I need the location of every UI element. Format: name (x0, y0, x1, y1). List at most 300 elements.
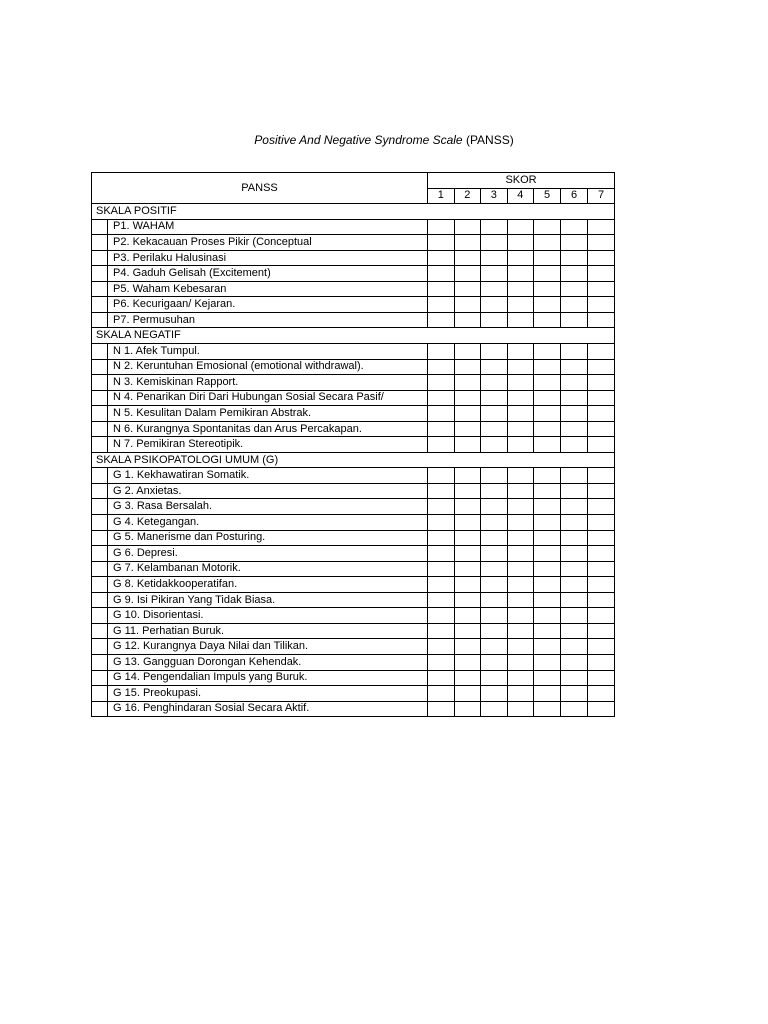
score-cell[interactable] (481, 406, 508, 422)
score-cell[interactable] (428, 297, 455, 313)
score-cell[interactable] (481, 281, 508, 297)
score-cell[interactable] (454, 344, 481, 360)
score-cell[interactable] (454, 654, 481, 670)
score-cell[interactable] (507, 701, 534, 717)
score-cell[interactable] (428, 390, 455, 406)
score-col-6: 6 (561, 188, 588, 204)
score-cell[interactable] (534, 219, 561, 235)
score-cell[interactable] (561, 437, 588, 453)
indent-cell (92, 344, 108, 360)
score-cell[interactable] (507, 235, 534, 251)
score-cell[interactable] (454, 359, 481, 375)
score-cell[interactable] (588, 375, 615, 391)
score-cell[interactable] (561, 561, 588, 577)
score-cell[interactable] (588, 654, 615, 670)
score-cell[interactable] (588, 530, 615, 546)
score-cell[interactable] (561, 250, 588, 266)
score-cell[interactable] (534, 406, 561, 422)
item-label: P3. Perilaku Halusinasi (108, 250, 428, 266)
score-cell[interactable] (428, 266, 455, 282)
score-cell[interactable] (428, 483, 455, 499)
score-cell[interactable] (481, 561, 508, 577)
score-cell[interactable] (428, 468, 455, 484)
score-cell[interactable] (534, 654, 561, 670)
score-cell[interactable] (588, 592, 615, 608)
score-cell[interactable] (561, 608, 588, 624)
score-cell[interactable] (507, 686, 534, 702)
item-label: N 6. Kurangnya Spontanitas dan Arus Percakapan. (108, 421, 428, 437)
score-cell[interactable] (428, 670, 455, 686)
score-cell[interactable] (481, 577, 508, 593)
score-cell[interactable] (588, 344, 615, 360)
indent-cell (92, 281, 108, 297)
score-cell[interactable] (507, 312, 534, 328)
score-cell[interactable] (507, 499, 534, 515)
score-cell[interactable] (454, 437, 481, 453)
score-cell[interactable] (481, 701, 508, 717)
score-cell[interactable] (534, 468, 561, 484)
item-label: G 15. Preokupasi. (108, 686, 428, 702)
score-cell[interactable] (561, 686, 588, 702)
score-cell[interactable] (428, 623, 455, 639)
table-row (92, 266, 615, 282)
score-cell[interactable] (507, 421, 534, 437)
indent-cell (92, 623, 108, 639)
score-cell[interactable] (588, 266, 615, 282)
score-cell[interactable] (534, 250, 561, 266)
score-cell[interactable] (534, 344, 561, 360)
score-cell[interactable] (588, 421, 615, 437)
score-cell[interactable] (454, 577, 481, 593)
score-cell[interactable] (561, 623, 588, 639)
item-label: G 14. Pengendalian Impuls yang Buruk. (108, 670, 428, 686)
score-cell[interactable] (534, 546, 561, 562)
score-cell[interactable] (481, 437, 508, 453)
score-cell[interactable] (481, 297, 508, 313)
indent-cell (92, 701, 108, 717)
score-cell[interactable] (481, 546, 508, 562)
score-cell[interactable] (428, 592, 455, 608)
indent-cell (92, 546, 108, 562)
score-cell[interactable] (588, 437, 615, 453)
score-cell[interactable] (428, 654, 455, 670)
score-cell[interactable] (588, 235, 615, 251)
score-cell[interactable] (428, 406, 455, 422)
indent-cell (92, 390, 108, 406)
score-cell[interactable] (534, 266, 561, 282)
score-cell[interactable] (507, 344, 534, 360)
score-cell[interactable] (588, 483, 615, 499)
score-cell[interactable] (454, 670, 481, 686)
score-col-7: 7 (588, 188, 615, 204)
score-cell[interactable] (481, 670, 508, 686)
score-cell[interactable] (534, 390, 561, 406)
item-label: P7. Permusuhan (108, 312, 428, 328)
table-row (92, 281, 615, 297)
score-cell[interactable] (534, 235, 561, 251)
score-cell[interactable] (428, 608, 455, 624)
section-label: SKALA PSIKOPATOLOGI UMUM (G) (92, 452, 615, 468)
table-row (92, 686, 615, 702)
score-cell[interactable] (454, 499, 481, 515)
table-row (92, 701, 615, 717)
score-cell[interactable] (428, 686, 455, 702)
indent-cell (92, 235, 108, 251)
score-cell[interactable] (588, 468, 615, 484)
item-label: N 1. Afek Tumpul. (108, 344, 428, 360)
score-cell[interactable] (428, 235, 455, 251)
panss-table (91, 172, 615, 717)
score-cell[interactable] (561, 592, 588, 608)
table-row (92, 499, 615, 515)
score-cell[interactable] (507, 515, 534, 531)
score-cell[interactable] (454, 375, 481, 391)
score-col-5: 5 (534, 188, 561, 204)
score-cell[interactable] (507, 623, 534, 639)
indent-cell (92, 530, 108, 546)
indent-cell (92, 577, 108, 593)
score-cell[interactable] (507, 406, 534, 422)
table-row (92, 344, 615, 360)
score-cell[interactable] (481, 654, 508, 670)
item-label: G 12. Kurangnya Daya Nilai dan Tilikan. (108, 639, 428, 655)
score-cell[interactable] (428, 515, 455, 531)
score-cell[interactable] (481, 639, 508, 655)
section-row (92, 452, 615, 468)
score-cell[interactable] (561, 468, 588, 484)
score-cell[interactable] (481, 235, 508, 251)
table-row (92, 639, 615, 655)
section-label: SKALA NEGATIF (92, 328, 615, 344)
score-cell[interactable] (561, 670, 588, 686)
score-cell[interactable] (507, 297, 534, 313)
item-label: G 2. Anxietas. (108, 483, 428, 499)
score-cell[interactable] (588, 281, 615, 297)
score-cell[interactable] (588, 219, 615, 235)
indent-cell (92, 359, 108, 375)
score-cell[interactable] (534, 421, 561, 437)
score-cell[interactable] (534, 375, 561, 391)
score-cell[interactable] (481, 312, 508, 328)
score-cell[interactable] (561, 577, 588, 593)
score-cell[interactable] (428, 577, 455, 593)
score-cell[interactable] (561, 312, 588, 328)
score-cell[interactable] (561, 359, 588, 375)
score-cell[interactable] (481, 499, 508, 515)
score-cell[interactable] (481, 219, 508, 235)
score-cell[interactable] (588, 312, 615, 328)
score-cell[interactable] (428, 701, 455, 717)
indent-cell (92, 608, 108, 624)
item-label: G 11. Perhatian Buruk. (108, 623, 428, 639)
item-label: G 9. Isi Pikiran Yang Tidak Biasa. (108, 592, 428, 608)
table-row (92, 546, 615, 562)
score-cell[interactable] (561, 297, 588, 313)
table-row (92, 421, 615, 437)
score-cell[interactable] (561, 421, 588, 437)
score-cell[interactable] (534, 437, 561, 453)
table-row (92, 561, 615, 577)
score-cell[interactable] (507, 561, 534, 577)
indent-cell (92, 499, 108, 515)
score-cell[interactable] (428, 344, 455, 360)
score-cell[interactable] (454, 592, 481, 608)
indent-cell (92, 468, 108, 484)
score-cell[interactable] (454, 235, 481, 251)
score-cell[interactable] (561, 266, 588, 282)
table-row (92, 468, 615, 484)
score-cell[interactable] (588, 499, 615, 515)
score-cell[interactable] (507, 530, 534, 546)
table-row (92, 235, 615, 251)
score-cell[interactable] (428, 561, 455, 577)
score-cell[interactable] (481, 250, 508, 266)
score-cell[interactable] (428, 546, 455, 562)
score-cell[interactable] (507, 437, 534, 453)
section-row (92, 328, 615, 344)
item-label: P5. Waham Kebesaran (108, 281, 428, 297)
item-label: N 7. Pemikiran Stereotipik. (108, 437, 428, 453)
indent-cell (92, 312, 108, 328)
score-cell[interactable] (588, 359, 615, 375)
table-row (92, 359, 615, 375)
score-cell[interactable] (534, 670, 561, 686)
score-cell[interactable] (481, 390, 508, 406)
score-cell[interactable] (534, 577, 561, 593)
document-title (0, 133, 768, 147)
score-cell[interactable] (454, 530, 481, 546)
score-cell[interactable] (507, 281, 534, 297)
item-label: N 5. Kesulitan Dalam Pemikiran Abstrak. (108, 406, 428, 422)
score-cell[interactable] (454, 483, 481, 499)
score-cell[interactable] (507, 390, 534, 406)
score-cell[interactable] (481, 592, 508, 608)
score-cell[interactable] (561, 281, 588, 297)
indent-cell (92, 483, 108, 499)
score-cell[interactable] (534, 686, 561, 702)
score-cell[interactable] (454, 406, 481, 422)
score-cell[interactable] (428, 281, 455, 297)
score-cell[interactable] (534, 515, 561, 531)
score-cell[interactable] (481, 468, 508, 484)
score-cell[interactable] (481, 483, 508, 499)
indent-cell (92, 654, 108, 670)
score-cell[interactable] (561, 375, 588, 391)
score-cell[interactable] (588, 577, 615, 593)
score-cell[interactable] (428, 530, 455, 546)
score-cell[interactable] (481, 359, 508, 375)
table-row (92, 515, 615, 531)
table-row (92, 219, 615, 235)
indent-cell (92, 266, 108, 282)
score-cell[interactable] (534, 608, 561, 624)
indent-cell (92, 639, 108, 655)
score-cell[interactable] (561, 390, 588, 406)
score-cell[interactable] (588, 390, 615, 406)
score-cell[interactable] (588, 701, 615, 717)
score-cell[interactable] (454, 608, 481, 624)
score-cell[interactable] (588, 608, 615, 624)
score-cell[interactable] (507, 654, 534, 670)
item-label: P1. WAHAM (108, 219, 428, 235)
score-cell[interactable] (507, 577, 534, 593)
skor-header: SKOR (428, 173, 615, 189)
score-cell[interactable] (561, 515, 588, 531)
score-cell[interactable] (481, 266, 508, 282)
score-cell[interactable] (507, 468, 534, 484)
score-cell[interactable] (428, 219, 455, 235)
score-col-2: 2 (454, 188, 481, 204)
table-row (92, 406, 615, 422)
score-cell[interactable] (481, 421, 508, 437)
score-cell[interactable] (428, 421, 455, 437)
section-row (92, 204, 615, 220)
score-cell[interactable] (481, 608, 508, 624)
score-cell[interactable] (534, 499, 561, 515)
score-cell[interactable] (588, 515, 615, 531)
table-row (92, 390, 615, 406)
item-label: G 7. Kelambanan Motorik. (108, 561, 428, 577)
score-col-1: 1 (428, 188, 455, 204)
table-row (92, 483, 615, 499)
score-cell[interactable] (507, 250, 534, 266)
score-cell[interactable] (534, 592, 561, 608)
score-cell[interactable] (561, 344, 588, 360)
indent-cell (92, 421, 108, 437)
score-cell[interactable] (507, 483, 534, 499)
score-cell[interactable] (507, 359, 534, 375)
score-cell[interactable] (507, 219, 534, 235)
score-cell[interactable] (428, 639, 455, 655)
score-cell[interactable] (428, 250, 455, 266)
table-row (92, 670, 615, 686)
score-cell[interactable] (588, 639, 615, 655)
score-cell[interactable] (561, 546, 588, 562)
score-cell[interactable] (507, 546, 534, 562)
score-cell[interactable] (454, 546, 481, 562)
indent-cell (92, 375, 108, 391)
score-cell[interactable] (481, 344, 508, 360)
score-cell[interactable] (507, 608, 534, 624)
item-label: G 16. Penghindaran Sosial Secara Aktif. (108, 701, 428, 717)
score-cell[interactable] (534, 623, 561, 639)
score-cell[interactable] (454, 250, 481, 266)
indent-cell (92, 297, 108, 313)
score-cell[interactable] (428, 437, 455, 453)
score-cell[interactable] (507, 592, 534, 608)
score-cell[interactable] (481, 623, 508, 639)
item-label: G 8. Ketidakkooperatifan. (108, 577, 428, 593)
score-cell[interactable] (481, 515, 508, 531)
table-row (92, 577, 615, 593)
score-col-4: 4 (507, 188, 534, 204)
indent-cell (92, 561, 108, 577)
table-row (92, 623, 615, 639)
item-label: G 3. Rasa Bersalah. (108, 499, 428, 515)
score-cell[interactable] (534, 561, 561, 577)
score-cell[interactable] (454, 686, 481, 702)
title-suffix: (PANSS) (462, 133, 514, 147)
score-cell[interactable] (561, 499, 588, 515)
score-cell[interactable] (454, 390, 481, 406)
score-cell[interactable] (481, 686, 508, 702)
score-cell[interactable] (507, 639, 534, 655)
indent-cell (92, 406, 108, 422)
score-cell[interactable] (454, 421, 481, 437)
score-cell[interactable] (588, 406, 615, 422)
score-cell[interactable] (588, 297, 615, 313)
score-cell[interactable] (454, 297, 481, 313)
score-cell[interactable] (588, 686, 615, 702)
score-cell[interactable] (454, 623, 481, 639)
score-cell[interactable] (561, 235, 588, 251)
indent-cell (92, 592, 108, 608)
score-cell[interactable] (481, 530, 508, 546)
score-cell[interactable] (534, 297, 561, 313)
score-cell[interactable] (454, 281, 481, 297)
score-cell[interactable] (454, 515, 481, 531)
score-cell[interactable] (507, 670, 534, 686)
score-cell[interactable] (428, 499, 455, 515)
item-label: G 10. Disorientasi. (108, 608, 428, 624)
score-cell[interactable] (588, 250, 615, 266)
score-cell[interactable] (561, 530, 588, 546)
score-cell[interactable] (428, 312, 455, 328)
score-cell[interactable] (534, 312, 561, 328)
score-cell[interactable] (534, 639, 561, 655)
score-cell[interactable] (454, 219, 481, 235)
score-cell[interactable] (561, 406, 588, 422)
item-label: G 6. Depresi. (108, 546, 428, 562)
score-cell[interactable] (534, 701, 561, 717)
score-cell[interactable] (534, 530, 561, 546)
score-cell[interactable] (428, 359, 455, 375)
header-row (92, 173, 615, 189)
indent-cell (92, 219, 108, 235)
score-cell[interactable] (534, 483, 561, 499)
score-cell[interactable] (588, 546, 615, 562)
section-label: SKALA POSITIF (92, 204, 615, 220)
item-label: G 13. Gangguan Dorongan Kehendak. (108, 654, 428, 670)
score-cell[interactable] (561, 701, 588, 717)
score-cell[interactable] (454, 266, 481, 282)
panss-header: PANSS (92, 173, 428, 204)
score-cell[interactable] (454, 701, 481, 717)
score-cell[interactable] (588, 561, 615, 577)
score-cell[interactable] (534, 281, 561, 297)
score-cell[interactable] (454, 468, 481, 484)
score-cell[interactable] (588, 623, 615, 639)
table-row (92, 530, 615, 546)
score-cell[interactable] (454, 312, 481, 328)
score-cell[interactable] (561, 219, 588, 235)
item-label: N 3. Kemiskinan Rapport. (108, 375, 428, 391)
score-cell[interactable] (561, 654, 588, 670)
score-cell[interactable] (454, 639, 481, 655)
score-cell[interactable] (481, 375, 508, 391)
table-row (92, 437, 615, 453)
score-cell[interactable] (428, 375, 455, 391)
table-row (92, 592, 615, 608)
item-label: G 1. Kekhawatiran Somatik. (108, 468, 428, 484)
score-cell[interactable] (561, 483, 588, 499)
score-cell[interactable] (507, 266, 534, 282)
score-cell[interactable] (507, 375, 534, 391)
score-cell[interactable] (588, 670, 615, 686)
score-cell[interactable] (454, 561, 481, 577)
score-cell[interactable] (561, 639, 588, 655)
score-cell[interactable] (534, 359, 561, 375)
